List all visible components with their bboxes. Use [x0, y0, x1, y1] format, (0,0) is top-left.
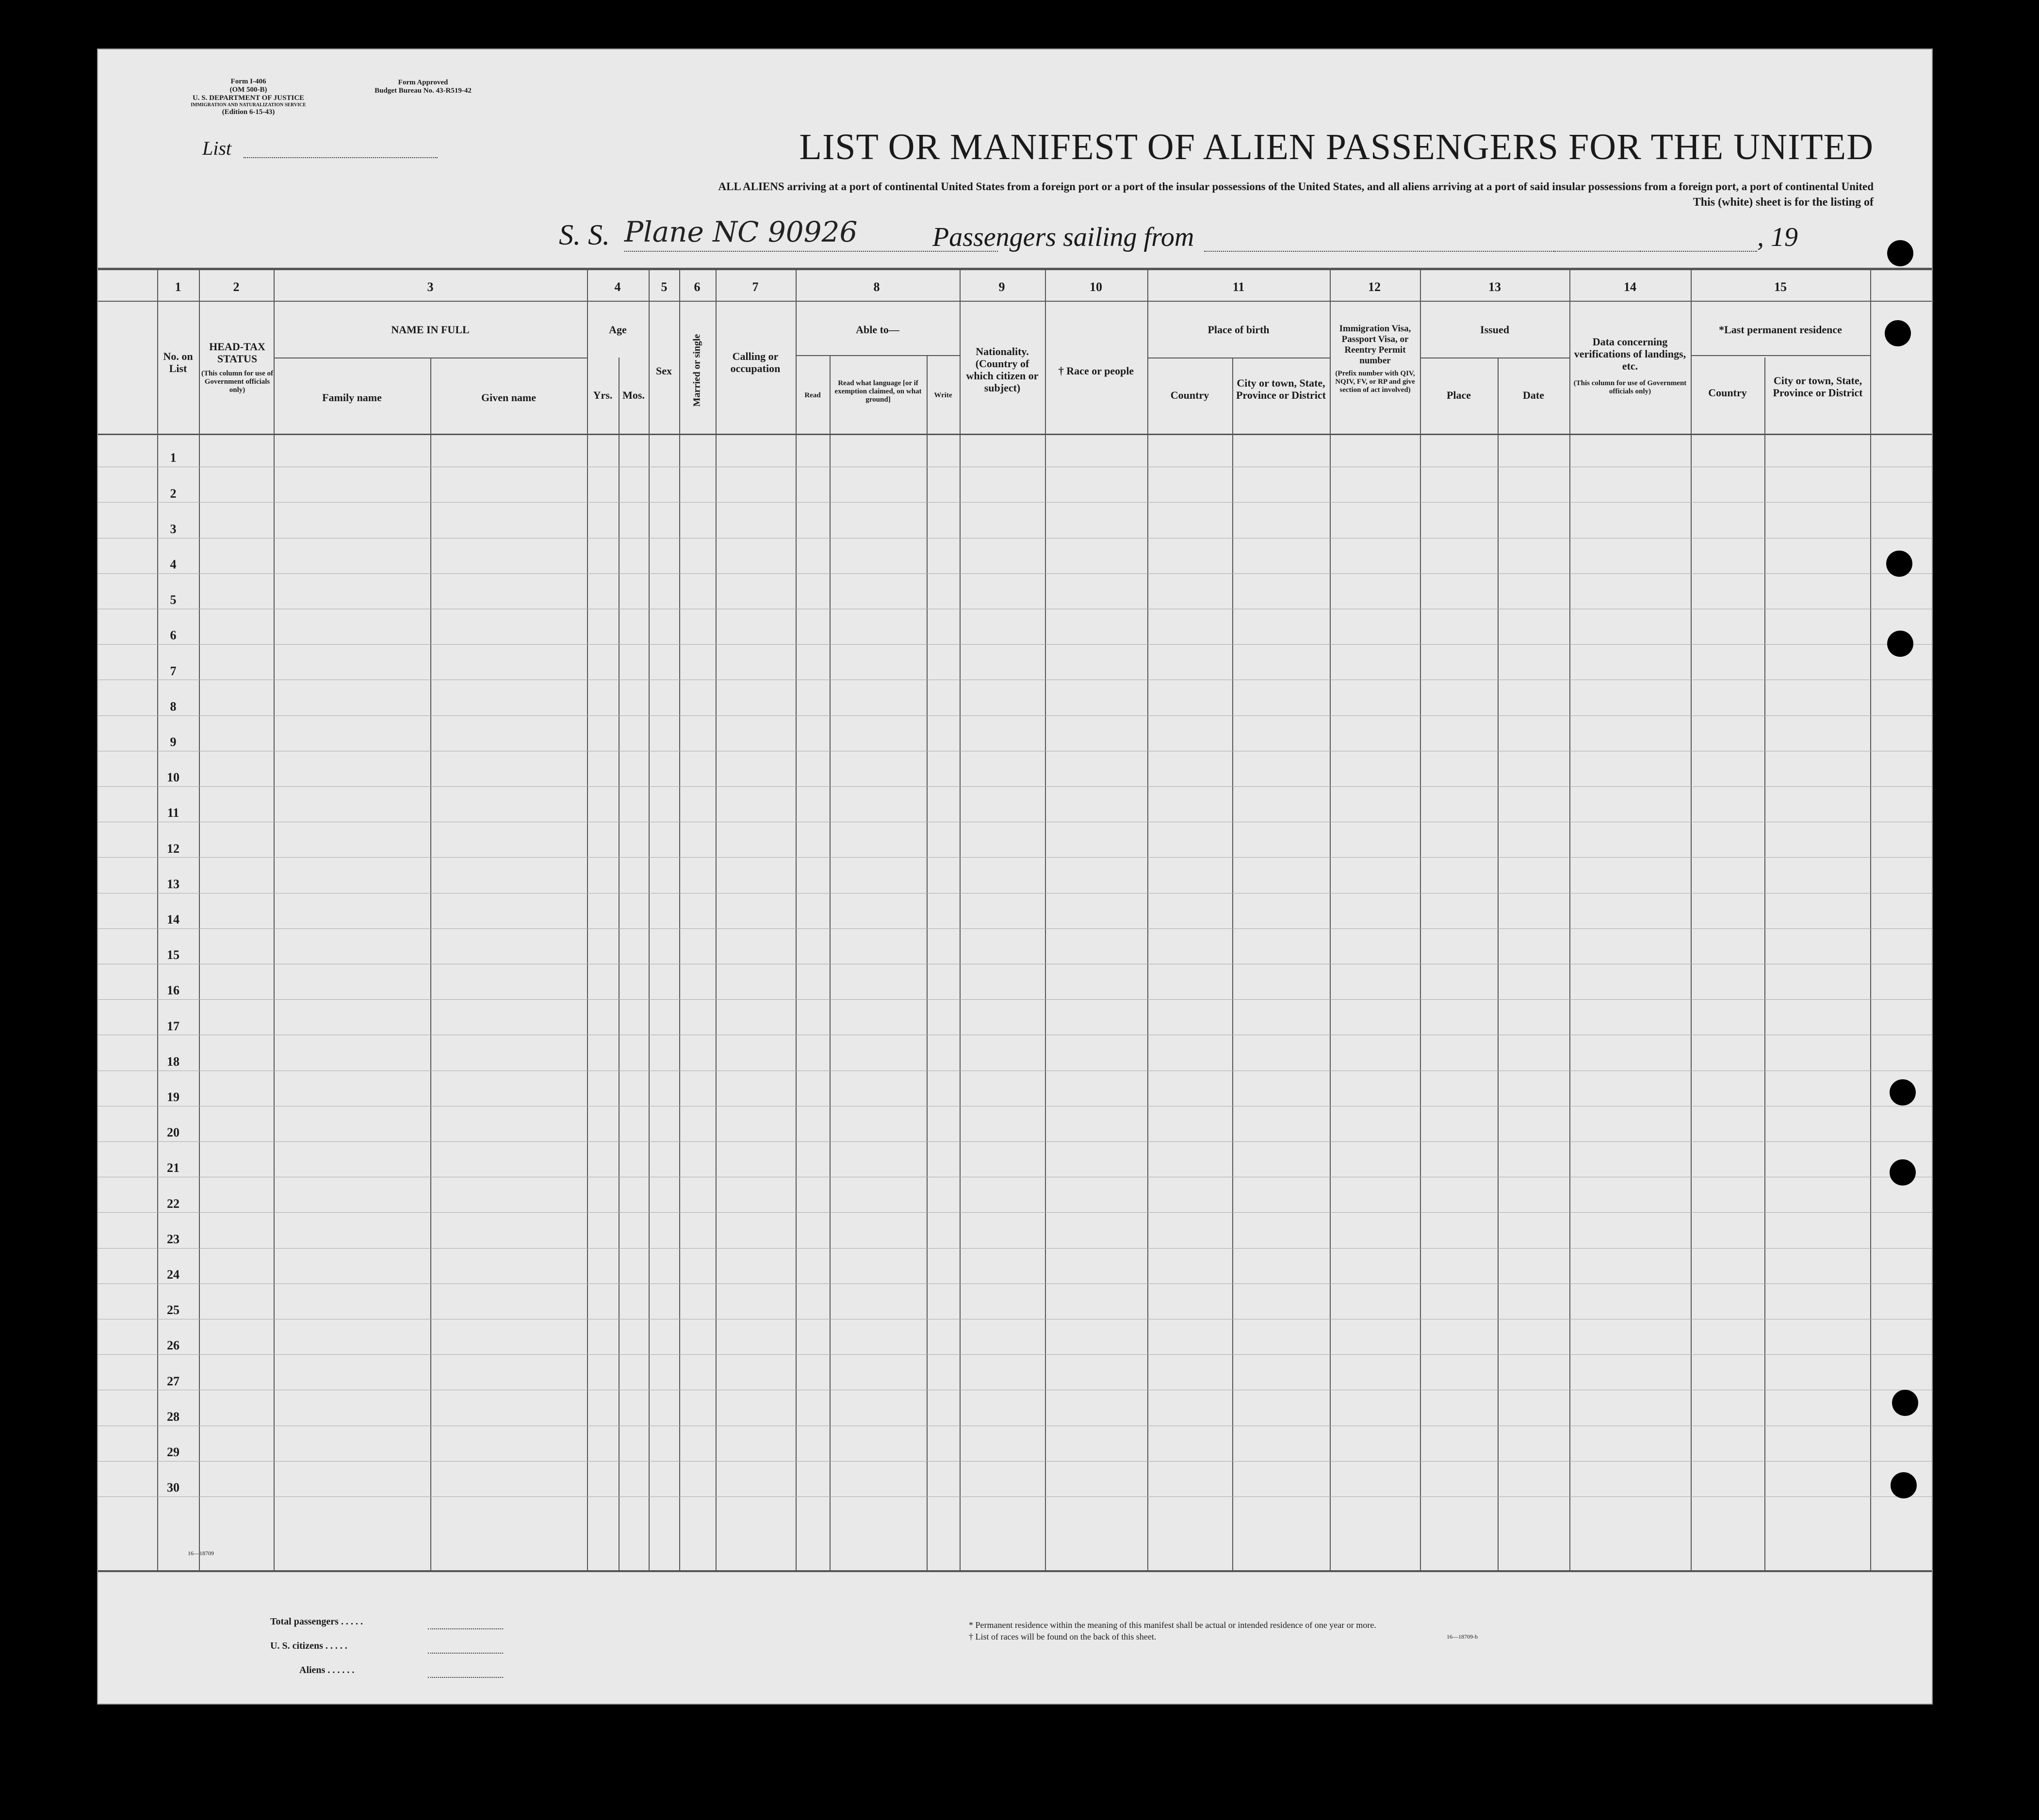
col-num: 12	[1368, 280, 1381, 294]
header-able-to: Able to—	[856, 324, 899, 336]
header-mos: Mos.	[622, 389, 645, 401]
header-verifications: Data concerning verifications of landings, etc.	[1574, 336, 1686, 372]
row-number: 14	[167, 912, 179, 926]
row-line	[98, 893, 1932, 894]
col-num: 1	[175, 280, 181, 294]
header-visa: Immigration Visa, Passport Visa, or Reentry Permit number	[1339, 324, 1411, 366]
row-number: 5	[170, 593, 177, 607]
header-issued-place: Place	[1446, 389, 1471, 401]
col-num: 4	[614, 280, 621, 294]
list-number-field[interactable]	[244, 157, 438, 158]
header-residence-country: Country	[1708, 387, 1747, 399]
header-sex: Sex	[656, 365, 672, 377]
approval-info	[350, 79, 496, 95]
col-num: 7	[752, 280, 759, 294]
ss-label: S. S.	[559, 219, 610, 251]
row-line	[98, 1141, 1932, 1142]
footnote-residence: * Permanent residence within the meaning of this manifest shall be actual or intended residence of one year or more.	[969, 1620, 1376, 1630]
header-place-of-birth: Place of birth	[1207, 324, 1270, 336]
row-number: 21	[167, 1161, 179, 1175]
header-last-residence: *Last permanent residence	[1719, 324, 1842, 336]
table-top-border	[98, 268, 1932, 270]
col-line	[679, 268, 680, 1570]
header-nationality: Nationality. (Country of which citizen or subject)	[966, 345, 1039, 394]
header-residence-city: City or town, State, Province or District	[1773, 374, 1863, 399]
row-number: 30	[167, 1480, 179, 1495]
col-line	[1045, 268, 1046, 1570]
col-num: 15	[1774, 280, 1787, 294]
col-num: 11	[1232, 280, 1245, 294]
col-line	[587, 268, 588, 1570]
us-citizens-label: U. S. citizens . . . . .	[270, 1641, 347, 1651]
row-line	[98, 715, 1932, 716]
header-name-in-full: NAME IN FULL	[391, 324, 470, 336]
row-number: 3	[170, 521, 177, 536]
department: U. S. DEPARTMENT OF JUSTICE	[192, 94, 305, 102]
print-code-2: 16—18709-b	[1447, 1633, 1478, 1640]
row-line	[98, 1461, 1932, 1462]
col-line	[1691, 268, 1692, 1570]
sailing-label: Passengers sailing from	[932, 222, 1194, 252]
number-row-border	[98, 301, 1932, 302]
col-num: 10	[1090, 280, 1102, 294]
table-bottom-border	[98, 1570, 1932, 1572]
col-line	[199, 268, 200, 1570]
col-line	[1569, 268, 1570, 1570]
aliens-field[interactable]	[428, 1677, 503, 1678]
header-read-language: Read what language [or if exemption claimed, on what ground]	[834, 379, 922, 404]
approval-line: Form Approved	[398, 79, 448, 86]
header-family-name: Family name	[322, 391, 382, 404]
budget-bureau: Budget Bureau No. 43-R519-42	[375, 87, 472, 95]
row-line	[98, 928, 1932, 929]
row-number: 15	[167, 948, 179, 962]
header-yrs: Yrs.	[593, 389, 613, 401]
col-line	[1870, 268, 1871, 1570]
header-head-tax: HEAD-TAX STATUS	[209, 341, 265, 365]
form-info	[171, 78, 326, 116]
row-number: 17	[167, 1019, 179, 1033]
col-line	[960, 268, 961, 1570]
row-number: 22	[167, 1196, 179, 1211]
row-line	[98, 1496, 1932, 1497]
row-number: 2	[170, 486, 177, 501]
binder-hole	[1890, 1159, 1916, 1186]
header-verifications-note: (This column for use of Government officials only)	[1573, 379, 1687, 395]
row-number: 12	[167, 841, 179, 856]
sailing-date-field[interactable]	[1553, 251, 1757, 252]
row-number: 9	[170, 734, 177, 749]
footnote-races: † List of races will be found on the back of this sheet.	[969, 1632, 1157, 1641]
manifest-sheet	[97, 49, 1933, 1705]
row-number: 4	[170, 557, 177, 571]
header-given-name: Given name	[481, 391, 537, 404]
header-married-single: Married or single	[691, 334, 702, 407]
col-line	[1147, 268, 1148, 1570]
able-sub-border	[796, 355, 960, 356]
row-line	[98, 1212, 1932, 1213]
col-line	[649, 268, 650, 1570]
row-number: 18	[167, 1054, 179, 1069]
row-number: 19	[167, 1089, 179, 1104]
ss-value[interactable]: Plane NC 90926	[624, 215, 858, 248]
row-number: 13	[167, 877, 179, 891]
row-number: 23	[167, 1232, 179, 1246]
row-line	[98, 857, 1932, 858]
col-num: 5	[661, 280, 668, 294]
binder-hole	[1886, 551, 1912, 577]
total-passengers-field[interactable]	[428, 1628, 503, 1629]
row-number: 1	[170, 451, 177, 465]
col-num: 8	[873, 280, 880, 294]
header-birth-country: Country	[1170, 389, 1209, 401]
row-number: 16	[167, 983, 179, 998]
print-code: 16—18709	[188, 1550, 214, 1557]
header-issued-date: Date	[1523, 389, 1544, 401]
row-line	[98, 573, 1932, 574]
row-number: 11	[167, 806, 179, 820]
row-number: 28	[167, 1409, 179, 1424]
service: IMMIGRATION AND NATURALIZATION SERVICE	[191, 102, 306, 108]
binder-hole	[1891, 1472, 1917, 1498]
total-passengers-label: Total passengers . . . . .	[270, 1616, 363, 1627]
row-line	[98, 502, 1932, 503]
binder-hole	[1887, 631, 1913, 657]
us-citizens-field[interactable]	[428, 1653, 503, 1654]
row-line	[98, 644, 1932, 645]
form-om: (OM 500-B)	[229, 86, 267, 94]
header-no-on-list: No. on List	[163, 350, 193, 374]
form-number: Form I-406	[230, 78, 266, 85]
row-number: 6	[170, 628, 177, 643]
list-label: List	[202, 137, 232, 159]
header-age: Age	[609, 324, 627, 336]
header-bottom-border	[98, 434, 1932, 435]
row-line	[98, 999, 1932, 1000]
header-birth-city: City or town, State, Province or District	[1236, 377, 1326, 401]
subtitle-line-2: This (white) sheet is for the listing of	[1693, 196, 1874, 209]
col-line	[1330, 268, 1331, 1570]
row-number: 24	[167, 1267, 179, 1282]
edition: (Edition 6-15-43)	[222, 108, 275, 116]
col-line	[1420, 268, 1421, 1570]
binder-hole	[1890, 1079, 1916, 1105]
col-num: 3	[427, 280, 434, 294]
year-label: , 19	[1757, 222, 1798, 252]
col-line	[716, 268, 717, 1570]
row-number: 27	[167, 1374, 179, 1388]
header-issued: Issued	[1480, 324, 1509, 336]
row-number: 7	[170, 664, 177, 678]
col-num: 6	[694, 280, 701, 294]
col-num: 14	[1624, 280, 1636, 294]
row-line	[98, 1248, 1932, 1249]
row-number: 8	[170, 699, 177, 714]
row-number: 20	[167, 1125, 179, 1140]
header-race: † Race or people	[1058, 365, 1134, 377]
aliens-label: Aliens . . . . . .	[299, 1665, 355, 1675]
col-num: 9	[998, 280, 1005, 294]
header-calling: Calling or occupation	[730, 350, 781, 374]
header-visa-note: (Prefix number with QIV, NQIV, FV, or RP and give section of act involved)	[1335, 370, 1415, 394]
col-num: 2	[233, 280, 240, 294]
residence-sub-border	[1691, 355, 1870, 356]
binder-hole	[1885, 320, 1911, 346]
row-number: 10	[167, 770, 179, 785]
header-head-tax-note: (This column for use of Government officials only)	[201, 370, 274, 394]
col-line	[796, 268, 797, 1570]
header-read: Read	[804, 391, 821, 399]
col-line	[274, 268, 275, 1570]
row-number: 25	[167, 1303, 179, 1317]
row-number: 26	[167, 1338, 179, 1353]
subtitle-line-1: ALL ALIENS arriving at a port of continental United States from a foreign port or a port of the insular possessions of the United States, and all aliens arriving at a port of said insular possessions from a foreign port, a port of continental United	[718, 180, 1874, 193]
header-write: Write	[934, 391, 952, 399]
binder-hole	[1887, 240, 1913, 266]
page-title: LIST OR MANIFEST OF ALIEN PASSENGERS FOR THE UNITED	[799, 127, 1874, 167]
row-number: 29	[167, 1445, 179, 1459]
binder-hole	[1892, 1390, 1918, 1416]
col-num: 13	[1488, 280, 1501, 294]
row-line	[98, 786, 1932, 787]
row-line	[98, 1354, 1932, 1355]
